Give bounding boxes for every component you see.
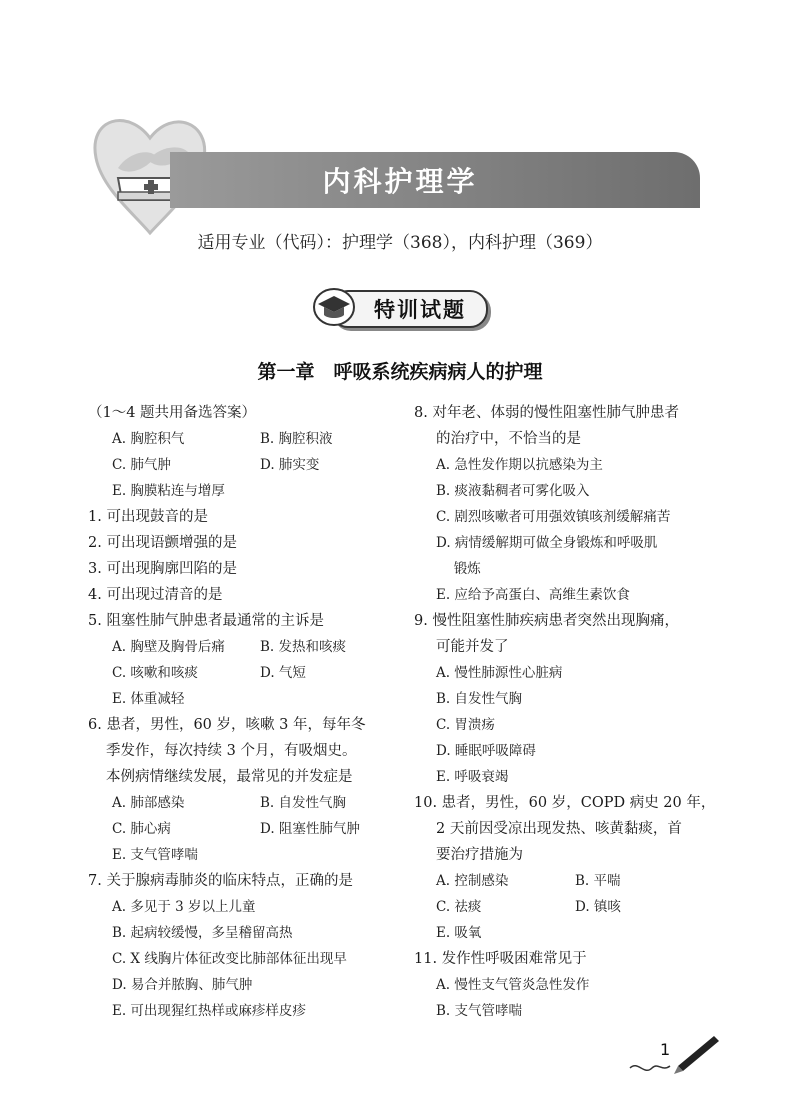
answer-option: D. 易合并脓胸、肺气肿	[112, 977, 253, 993]
question-text: 2. 可出现语颤增强的是	[88, 535, 237, 551]
answer-option: C. 祛痰	[436, 899, 482, 915]
question-text: 3. 可出现胸廓凹陷的是	[88, 561, 237, 577]
answer-option: A. 慢性肺源性心脏病	[436, 665, 563, 681]
left-column	[88, 400, 408, 1024]
answer-option: D. 肺实变	[260, 457, 320, 473]
answer-option: C. 剧烈咳嗽者可用强效镇咳剂缓解痛苦	[436, 509, 671, 525]
answer-option: B. 平喘	[575, 873, 621, 889]
answer-option: E. 吸氧	[436, 925, 482, 941]
question-text-continued: 季发作，每次持续 3 个月，有吸烟史。	[106, 743, 357, 759]
answer-option: E. 支气管哮喘	[112, 847, 198, 863]
answer-option: C. 肺心病	[112, 821, 171, 837]
option-row	[88, 790, 408, 816]
answer-option: E. 胸膜粘连与增厚	[112, 483, 225, 499]
answer-option: D. 阻塞性肺气肿	[260, 821, 360, 837]
answer-option: B. 支气管哮喘	[436, 1003, 523, 1019]
answer-option: D. 睡眠呼吸障碍	[436, 743, 536, 759]
answer-option: A. 胸腔积气	[112, 431, 185, 447]
question-text-continued: 2 天前因受凉出现发热、咳黄黏痰，首	[436, 821, 682, 837]
answer-option: A. 急性发作期以抗感染为主	[436, 457, 603, 473]
answer-option: A. 多见于 3 岁以上儿童	[112, 899, 256, 915]
answer-option: A. 慢性支气管炎急性发作	[436, 977, 590, 993]
right-column	[414, 400, 714, 1024]
page-number: 1	[660, 1040, 671, 1059]
answer-option: E. 体重减轻	[112, 691, 185, 707]
answer-option: A. 控制感染	[436, 873, 509, 889]
answer-option: D. 镇咳	[575, 899, 621, 915]
answer-option: B. 发热和咳痰	[260, 639, 347, 655]
answer-option: D. 气短	[260, 665, 306, 681]
question-text: 6. 患者，男性，60 岁，咳嗽 3 年，每年冬	[88, 717, 366, 733]
answer-option: E. 可出现猩红热样或麻疹样皮疹	[112, 1003, 306, 1019]
answer-option: B. 自发性气胸	[436, 691, 523, 707]
answer-option: A. 胸壁及胸骨后痛	[112, 639, 225, 655]
option-row	[88, 634, 408, 660]
question-text: 11. 发作性呼吸困难常见于	[414, 951, 587, 967]
answer-option: C. 肺气肿	[112, 457, 171, 473]
answer-option: B. 痰液黏稠者可雾化吸入	[436, 483, 590, 499]
answer-option: 锻炼	[436, 561, 481, 577]
option-row	[414, 868, 714, 894]
answer-option: B. 胸腔积液	[260, 431, 333, 447]
answer-option: C. 胃溃疡	[436, 717, 495, 733]
option-row	[88, 452, 408, 478]
chapter-title: 第一章 呼吸系统疾病病人的护理	[257, 361, 543, 383]
answer-option: E. 应给予高蛋白、高维生素饮食	[436, 587, 630, 603]
question-text: 8. 对年老、体弱的慢性阻塞性肺气肿患者	[414, 405, 679, 421]
option-row	[88, 426, 408, 452]
question-text: （1～4 题共用备选答案）	[88, 405, 257, 421]
question-text-continued: 要治疗措施为	[436, 847, 523, 863]
answer-option: B. 起病较缓慢，多呈稽留高热	[112, 925, 293, 941]
pen-icon	[626, 1032, 722, 1076]
answer-option: B. 自发性气胸	[260, 795, 347, 811]
question-text-continued: 本例病情继续发展，最常见的并发症是	[106, 769, 353, 785]
option-row	[88, 816, 408, 842]
question-text-continued: 的治疗中，不恰当的是	[436, 431, 581, 447]
section-badge	[312, 286, 488, 328]
option-row	[414, 894, 714, 920]
page-title: 内科护理学	[322, 165, 478, 198]
answer-option: E. 呼吸衰竭	[436, 769, 509, 785]
question-text: 9. 慢性阻塞性肺疾病患者突然出现胸痛，	[414, 613, 679, 629]
question-text: 7. 关于腺病毒肺炎的临床特点，正确的是	[88, 873, 353, 889]
question-text: 1. 可出现鼓音的是	[88, 509, 208, 525]
question-text: 5. 阻塞性肺气肿患者最通常的主诉是	[88, 613, 324, 629]
question-text: 4. 可出现过清音的是	[88, 587, 223, 603]
applicable-majors: 适用专业（代码）：护理学（368），内科护理（369）	[197, 233, 603, 253]
answer-option: D. 病情缓解期可做全身锻炼和呼吸肌	[436, 535, 658, 551]
answer-option: C. X 线胸片体征改变比肺部体征出现早	[112, 951, 347, 967]
graduation-cap-icon	[312, 286, 362, 328]
option-row	[88, 660, 408, 686]
answer-option: C. 咳嗽和咳痰	[112, 665, 198, 681]
badge-label: 特训试题	[374, 298, 466, 322]
answer-option: A. 肺部感染	[112, 795, 185, 811]
question-text: 10. 患者，男性，60 岁，COPD 病史 20 年，	[414, 795, 716, 811]
question-text-continued: 可能并发了	[436, 639, 509, 655]
